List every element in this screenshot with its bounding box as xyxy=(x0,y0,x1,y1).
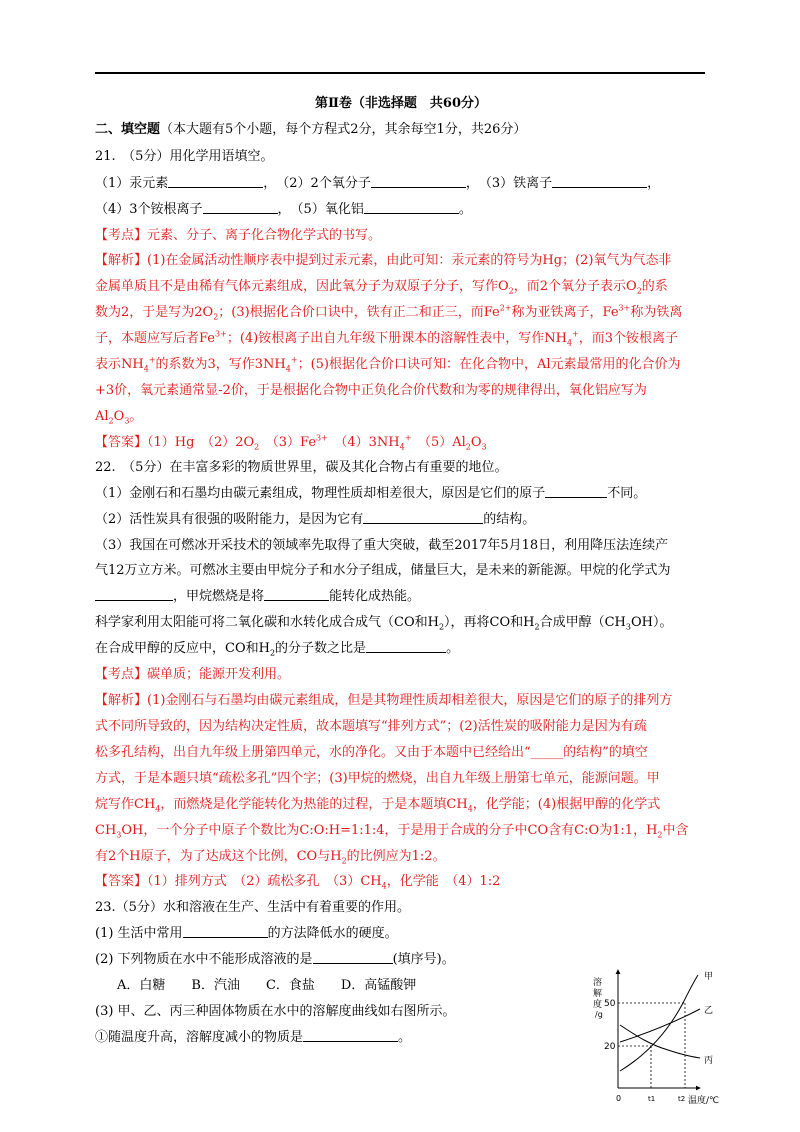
answer-blank xyxy=(545,485,607,498)
q22-jiexi-1: 【解析】(1)金刚石与石墨均由碳元素组成，但是其物理性质却相差很大，原因是它们的原子的排列方 xyxy=(95,693,673,708)
q22-part-4b: 在合成甲醇的反应中，CO和$H_2$的分子数之比是 。 xyxy=(95,641,460,658)
answer-blank xyxy=(371,175,466,188)
series-label-jia: 甲 xyxy=(704,972,714,982)
answer-blank xyxy=(366,640,446,653)
series-label-bing: 丙 xyxy=(704,1056,714,1066)
q22-jiexi-5: 烷写作$CH_4$，而燃烧是化学能转化为热能的过程，于是本题填$CH_4$，化学能；(4)根据甲醇的化学式 xyxy=(95,797,661,814)
y-axis-label-4: /g xyxy=(595,1010,603,1019)
q23-part-3: (3) 甲、乙、丙三种固体物质在水中的溶解度曲线如右图所示。 xyxy=(95,1004,456,1019)
answer-blank xyxy=(183,925,268,938)
q22-jiexi-3: 松多孔结构，出自九年级上册第四单元，水的净化。又由于本题中已经给出“_____的结构”的填空 xyxy=(95,745,648,760)
curve-jia xyxy=(620,975,698,1071)
q21-kaodian: 【考点】元素、分子、离子化合物化学式的书写。 xyxy=(95,228,382,243)
q21-parts-2: （4）3个铵根离子 ， （5）氧化铝 。 xyxy=(95,202,472,217)
q21-jiexi-2: 金属单质且不是由稀有气体元素组成，因此氧分子为双原子分子，写作$O_2$，而2个氧分子表示$O_2$的系 xyxy=(95,279,668,296)
answer-blank xyxy=(303,1029,398,1042)
x-tick-label: t2 xyxy=(678,1095,686,1103)
q21-jiexi-4: 子，本题应写后者$Fe^{3+}$；(4)铵根离子出自九年级下册课本的溶解性表中，写作$NH_4^+$，而3个铵根离子 xyxy=(95,329,679,348)
q22-stem: 22. （5分）在丰富多彩的物质世界里，碳及其化合物占有重要的地位。 xyxy=(95,460,508,475)
q21-jiexi-6: +3价，氧元素通常显-2价，于是根据化合物中正负化合价代数和为零的规律得出，氧化铝应写为 xyxy=(95,383,647,398)
series-label-yi: 乙 xyxy=(704,1006,714,1016)
q21-parts-1: （1）汞元素 ， （2）2个氧分子 ， （3）铁离子 ， xyxy=(95,176,661,191)
q22-part-3b: 气12万立方米。可燃冰主要由甲烷分子和水分子组成，储量巨大，是未来的新能源。甲烷的化学式为 xyxy=(95,563,671,578)
section-title: 第Ⅱ卷（非选择题 共60分） xyxy=(314,96,488,111)
q22-jiexi-7: 有2个H原子，为了达成这个比例，CO与$H_2$的比例应为1:2。 xyxy=(95,849,446,866)
q22-part-3c: ，甲烷燃烧是将 能转化成热能。 xyxy=(95,588,707,606)
answer-blank xyxy=(203,201,278,214)
q22-jiexi-4: 方式，于是本题只填“疏松多孔”四个字；(3)甲烷的燃烧，出自九年级上册第七单元，能源问题。甲 xyxy=(95,771,660,786)
q22-jiexi-6: $CH_3OH$，一个分子中原子个数比为C:O:H=1:1:4，于是用于合成的分子中CO含有C:O为1:1，$H_2$中含 xyxy=(95,823,689,840)
q22-kaodian: 【考点】碳单质；能源开发利用。 xyxy=(95,667,291,682)
y-axis-label-1: 溶 xyxy=(593,978,603,988)
section2-heading: 二、填空题（本大题有5个小题，每个方程式2分，其余每空1分，共26分） xyxy=(95,122,527,137)
q21-jiexi-7: $Al_2O_3$。 xyxy=(95,409,143,426)
answer-blank xyxy=(313,951,393,964)
q22-jiexi-2: 式不同所导致的，因为结构决定性质，故本题填写“排列方式”；(2)活性炭的吸附能力是因为有疏 xyxy=(95,719,647,734)
q21-stem: 21. （5分）用化学用语填空。 xyxy=(95,149,274,164)
y-axis-label-2: 解 xyxy=(593,989,603,999)
x-tick-label: t1 xyxy=(648,1095,656,1103)
x-tick-label: 0 xyxy=(616,1094,622,1103)
q23-part-3-1: ①随温度升高，溶解度减小的物质是 。 xyxy=(95,1030,412,1045)
answer-blank xyxy=(95,588,173,601)
q22-part-2: （2）活性炭具有很强的吸附能力，是因为它有 的结构。 xyxy=(95,512,536,527)
q21-answer: 【答案】（1）Hg $(2)2O_2$ $(3)Fe^{3+}$ $(4)3NH_4^+$ $(5)Al_2O_3$ xyxy=(95,433,487,452)
answer-blank xyxy=(168,175,263,188)
answer-blank xyxy=(264,588,329,601)
q22-part-4a: 科学家利用太阳能可将二氧化碳和水转化成合成气（CO和$H_2$），再将CO和$H_2$合成甲醇$(CH_3OH)$。 xyxy=(95,615,673,632)
answer-blank xyxy=(363,511,483,524)
q21-jiexi-1: 【解析】(1)在金属活动性顺序表中提到过汞元素，由此可知：汞元素的符号为Hg；(2)氧气为气态非 xyxy=(95,253,672,268)
q22-part-3a: （3）我国在可燃冰开采技术的领域率先取得了重大突破，截至2017年5月18日，利用降压法连续产 xyxy=(95,538,669,553)
q23-stem: 23.（5分）水和溶液在生产、生活中有着重要的作用。 xyxy=(95,900,410,915)
q23-part-1: (1) 生活中常用 的方法降低水的硬度。 xyxy=(95,926,398,941)
q22-part-1: （1）金刚石和石墨均由碳元素组成，物理性质却相差很大，原因是它们的原子 不同。 xyxy=(95,486,647,501)
solubility-chart xyxy=(588,965,728,1105)
answer-blank xyxy=(552,175,647,188)
q21-jiexi-5: 表示$NH_4^+$的系数为3，写作$3NH_4^+$；(5)根据化合价口诀可知：在化合物中，Al元素最常用的化合价为 xyxy=(95,355,681,374)
q22-answer: 【答案】（1）排列方式 （2）疏松多孔 $(3)CH_4$，化学能 （4）1:2 xyxy=(95,874,501,891)
top-rule xyxy=(95,72,705,74)
curve-bing xyxy=(620,1025,700,1058)
q23-options: A．白糖 B．汽油 C．食盐 D．高锰酸钾 xyxy=(117,978,417,993)
q21-jiexi-3: 数为2，于是写为$2O_2$；(3)根据化合价口诀中，铁有正二和正三，而$Fe^{2+}$称为亚铁离子，$Fe^{3+}$称为铁离 xyxy=(95,303,683,322)
y-axis-label-3: 度 xyxy=(593,1000,603,1010)
q23-part-2: (2) 下列物质在水中不能形成溶液的是 (填序号)。 xyxy=(95,952,455,967)
answer-blank xyxy=(364,201,459,214)
x-axis-label: 温度/℃ xyxy=(688,1096,720,1105)
y-tick-label: 50 xyxy=(604,999,616,1009)
y-tick-label: 20 xyxy=(604,1042,616,1052)
